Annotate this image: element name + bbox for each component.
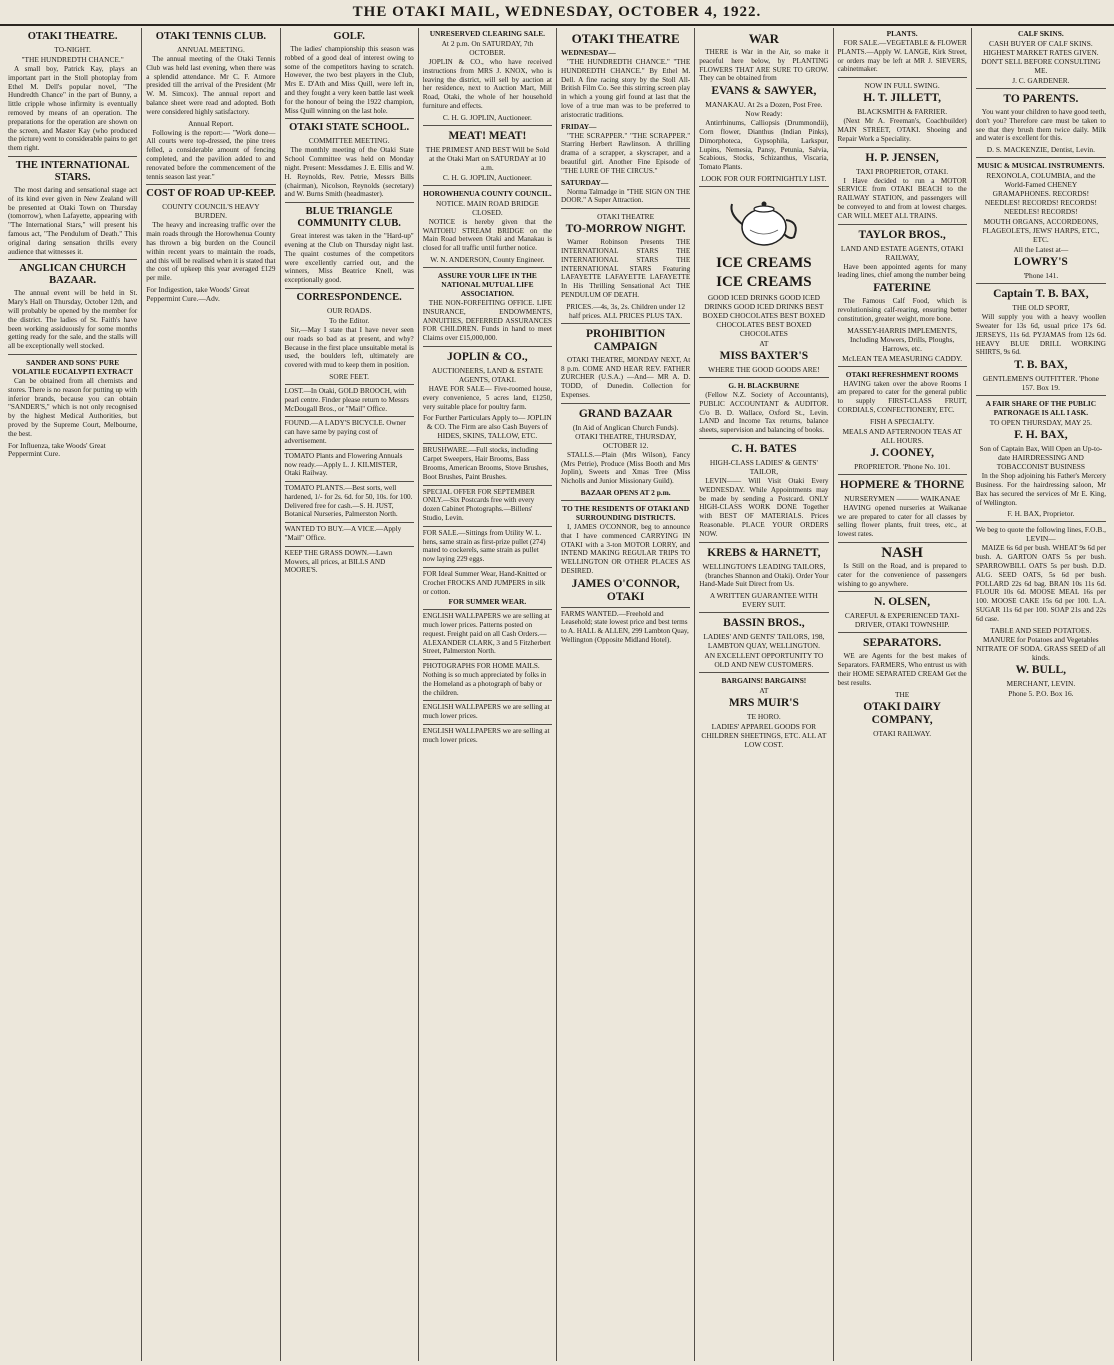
ad-at: AT (759, 338, 769, 348)
headline-music: MUSIC & MUSICAL INSTRUMENTS. (977, 161, 1105, 171)
headline-blue-triangle: BLUE TRIANGLE COMMUNITY CLUB. (297, 206, 401, 230)
subhead-county-burden: COUNTY COUNCIL'S HEAVY BURDEN. (162, 202, 260, 221)
classified-wallpaper: ENGLISH WALLPAPERS we are selling at much lower prices. Patterns posted on request. Freight paid on all Cash Orders.—ALEXANDER CLARK, 3 and 5 Fitzherbert Street, Palmerston North. (423, 609, 552, 656)
classified-found: FOUND.—A LADY'S BICYCLE. Owner can have same by paying cost of advertisement. (285, 416, 414, 445)
headline-evans-sawyer: EVANS & SAWYER, (711, 85, 817, 98)
ad-clearing-sale: JOPLIN & CO., who have received instructions from MRS J. KNOX, who is leaving the district, will sell by auction at her residence, next to Auction Mart, Mill Road, Otaki, the whole of her household furniture and effects. (422, 58, 552, 110)
headline-state-school: OTAKI STATE SCHOOL. (289, 122, 410, 134)
subhead-tonight: TO-NIGHT. (54, 45, 91, 54)
headline-refreshment-rooms: OTAKI REFRESHMENT ROOMS (845, 369, 959, 379)
classified-farms-wanted: FARMS WANTED.—Freehold and Leasehold; state lowest price and best terms to A. HALL & ALLEN, 299 Lambton Quay, Wellington (Opposite Midland Hotel). (561, 607, 690, 645)
headline-lowrys: LOWRY'S (1013, 256, 1068, 269)
subhead-te-horo: TE HORO. (747, 712, 781, 722)
headline-ice-creams: ICE CREAMS (716, 254, 812, 271)
article-correspondence: Sir,—May I state that I have never seen our roads so bad as at present, and why? Because in the first place unsuitable metal is used, the boulders left, ultimately are covered with mud to keep them in position. (284, 325, 414, 370)
headline-national-mutual: ASSURE YOUR LIFE IN THE NATIONAL MUTUAL LIFE ASSOCIATION. (437, 270, 537, 298)
divider (285, 288, 414, 289)
ad-guarantee: A WRITTEN GUARANTEE WITH EVERY SUIT. (709, 591, 818, 610)
teapot-illustration (724, 192, 804, 252)
ad-friday: "THE SCRAPPER." "THE SCRAPPER." Starring Herbert Rawlinson. A thrilling drama of a scrapper, a skyscraper, and a beautiful girl. Another Fine Episode of "THE LURE OF THE CIRCUS." (561, 131, 691, 175)
headline-otaki-dairy: OTAKI DAIRY COMPANY, (863, 700, 941, 726)
ad-blackburne: (Fellow N.Z. Society of Accountants), PUBLIC ACCOUNTANT & AUDITOR. C/o B. D. Wallace, Oxford St., Levin. LAND and Income Tax returns, balance sheets, supervision and balancing of books. (699, 390, 829, 435)
subhead-wednesday: WEDNESDAY— (561, 48, 616, 57)
article-report: Following is the report:— "Work done—All courts were top-dressed, the pine trees felled, a considerable amount of fencing completed, and the pavilion added to and renovated before the commencement of the tennis season last year." (146, 128, 276, 181)
ad-music: REXONOLA, COLUMBIA, and the World-Famed CHENEY GRAMAPHONES. RECORDS! NEEDLES! RECORDS! RECORDS! NEEDLES! RECORDS! (984, 171, 1097, 217)
subhead-cooney: PROPRIETOR. 'Phone No. 101. (854, 461, 951, 471)
ad-war: THERE is War in the Air, so make it peaceful here below, by PLANTING FLOWERS THAT ARE SURE TO GROW. They can be obtained from (699, 48, 829, 83)
headline-krebs-harnett: KREBS & HARNETT, (707, 546, 821, 559)
ad-bates: LEVIN—— Will Visit Otaki Every WEDNESDAY. While Appointments may be made by sending a Postcard. ONLY HIGH-CLASS WORK DONE Together with BEST OF MATERIALS. Prices Reasonable. PLACE YOUR ORDERS NOW. (699, 476, 829, 538)
ad-hopmere: HAVING opened nurseries at Waikanae we are prepared to cater for all classes by selling flower plants, fruit trees, etc., at lowest rates. (837, 503, 967, 539)
headline-otaki-theatre: OTAKI THEATRE. (27, 31, 118, 42)
headline-county-council: HOROWHENUA COUNTY COUNCIL. (423, 188, 552, 198)
subhead-bridge-closed: NOTICE. MAIN ROAD BRIDGE CLOSED. (436, 198, 539, 217)
headline-jensen: H. P. JENSEN, (865, 151, 939, 164)
ad-mclean-caddy: McLEAN TEA MEASURING CADDY. (842, 353, 963, 363)
headline-taylor-bros: TAYLOR BROS., (858, 228, 946, 241)
footer-peppermint: For Influenza, take Woods' Great Peppermint Cure. (8, 440, 106, 459)
headline-fh-bax: F. H. BAX, (1014, 429, 1068, 442)
column-3 (281, 28, 419, 1361)
headline-to-parents: TO PARENTS. (1003, 93, 1079, 105)
ad-saturday: Norma Talmadge in "THE SIGN ON THE DOOR." A Super Attraction. (561, 187, 691, 205)
headline-nash: NASH (881, 544, 923, 561)
headline-separators: SEPARATORS. (862, 637, 942, 650)
subhead-joplin-agents: AUCTIONEERS, LAND & ESTATE AGENTS, OTAKI. (431, 365, 543, 384)
subhead-quote-lines: We beg to quote the following lines, F.O.B., LEVIN— (975, 525, 1106, 544)
headline-eucalypti-extract: SANDER AND SONS' PURE VOLATILE EUCALYPTI EXTRACT (12, 357, 134, 376)
ad-calf-skins: CASH BUYER OF CALF SKINS. HIGHEST MARKET RATES GIVEN. DON'T SELL BEFORE CONSULTING ME. (981, 39, 1101, 75)
ad-dairy-footer: OTAKI RAILWAY. (873, 728, 932, 738)
headline-road-upkeep: COST OF ROAD UP-KEEP. (146, 188, 276, 200)
classified-wallpaper-3: ENGLISH WALLPAPERS we are selling at much lower prices. (423, 724, 552, 745)
classified-brushware: BRUSHWARE.—Full stocks, including Carpet Sweepers, Hair Brooms, Bass Brooms, American Brooms, Stove Brushes, Boot Brushes, Paint Brushes. (423, 443, 552, 481)
headline-w-bull: W. BULL, (1015, 663, 1067, 676)
column-2 (142, 28, 280, 1361)
classified-lost: LOST.—In Otaki, GOLD BROOCH, with pearl centre. Finder please return to Messrs McDougall Bros., or "Mail" Office. (285, 384, 414, 413)
ad-meals: MEALS AND AFTERNOON TEAS AT ALL HOURS. (842, 426, 962, 445)
column-7 (834, 28, 972, 1361)
subhead-annual-report: Annual Report. (188, 118, 234, 128)
divider (285, 202, 414, 203)
article-theatre: A small boy, Patrick Kay, plays an important part in the Stoll photoplay from Ethel M. Dell's popular novel, "The Hundredth Chance" in the part of Bunny, a little cripple whose infirmity is eventually removed by means of an operation. The preparations for the operation are shown on the screen, and Master Kay (who produced the picture) went to considerable pains to get them right. (8, 65, 138, 153)
ad-tomorrow-prices: PRICES.—4s, 3s, 2s. Children under 12 half prices. ALL PRICES PLUS TAX. (566, 301, 686, 320)
subhead-our-roads: OUR ROADS. (326, 305, 372, 315)
headline-correspondence: CORRESPONDENCE. (296, 291, 402, 303)
ad-krebs: (branches Shannon and Otaki). Order Your Hand-Made Suit Direct from Us. (699, 571, 829, 589)
classified-jumpers: FOR Ideal Summer Wear, Hand-Knitted or Crochet FROCKS AND JUMPERS in silk or cotton. (423, 567, 552, 596)
ad-evans-footer: LOOK FOR OUR FORTNIGHTLY LIST. (701, 173, 827, 183)
subhead-hundredth-chance: "THE HUNDREDTH CHANCE." (21, 55, 124, 64)
divider (8, 259, 137, 260)
classified-wallpaper-2: ENGLISH WALLPAPERS we are selling at much lower prices. (423, 700, 552, 721)
ad-bazaar: STALLS.—Plain (Mrs Wilson), Fancy (Mrs Petrie), Produce (Miss Booth and Mrs Joplin), Sweets and Xmas Tree (Miss Nicholls and Junior Missionary Guild). (561, 450, 691, 486)
subhead-old-sport: THE OLD SPORT, (1012, 303, 1070, 313)
signature-fh-bax: F. H. BAX, Proprietor. (1007, 509, 1075, 519)
subhead-otaki-theatre-2: OTAKI THEATRE (597, 212, 655, 222)
columns (4, 28, 1110, 1361)
subhead-baxters: WHERE THE GOOD GOODS ARE! (708, 364, 820, 374)
signature-anderson: W. N. ANDERSON, County Engineer. (430, 254, 545, 264)
ad-prohibition: OTAKI THEATRE, MONDAY NEXT, At 8 p.m. COME AND HEAR REV. FATHER ZURCHER (U.S.A.) —And— MR A. D. TODD, of Dunedin. Collection for Expenses. (561, 355, 691, 399)
headline-blackburne: G. H. BLACKBURNE (728, 380, 800, 390)
subhead-lowry: All the Latest at— (1013, 245, 1069, 255)
classified-photographs: PHOTOGRAPHS FOR HOME MAILS. Nothing is so much appreciated by folks in the Homeland as a photograph of baby or the children. (423, 659, 552, 697)
ad-meat: THE PRIMEST AND BEST Will be Sold at the Otaki Mart on SATURDAY at 10 a.m. (425, 144, 550, 172)
subhead-jensen: TAXI PROPRIETOR, OTAKI. (856, 166, 949, 176)
subhead-the: THE (894, 689, 910, 699)
subhead-olsen: CAREFUL & EXPERIENCED TAXI-DRIVER, OTAKI TOWNSHIP. (844, 611, 960, 630)
ad-parents: You want your children to have good teeth, don't you? Therefore care must be taken to see that they brush them twice daily. Milk and water is excellent for this. (975, 108, 1106, 143)
divider (8, 354, 137, 355)
article-eucalypti: Can be obtained from all chemists and stores. There is no reason for putting up with inferior brands, because you can obtain "SANDER'S," which is not only recognised by the highest Medical Authorities, but proved by the Supreme Court, Melbourne, the best. (8, 376, 138, 438)
ad-fh-bax: In the Shop adjoining his Father's Mercery Business. For the hairdressing saloon, Mr Bax has secured the services of Mr E. King, of Wellington. (975, 472, 1106, 507)
headline-fair-share: A FAIR SHARE OF THE PUBLIC PATRONAGE IS ALL I ASK. (985, 399, 1097, 418)
ad-refreshment: HAVING taken over the above Rooms I am prepared to cater for the general public to supply FIRST-CLASS FRUIT, CORDIALS, CONFECTIONERY, ETC. (837, 379, 967, 414)
signature-mackenzie: D. S. MACKENZIE, Dentist, Levin. (986, 145, 1095, 155)
headline-hopmere-thorne: HOPMERE & THORNE (839, 478, 965, 491)
headline-tb-bax: T. B. BAX, (1014, 359, 1068, 372)
subhead-bazaar: (In Aid of Anglican Church Funds). OTAKI THEATRE, THURSDAY, OCTOBER 12. (572, 422, 679, 450)
ad-jillett: (Next Mr A. Freeman's, Coachbuilder) MAIN STREET, OTAKI. Shoeing and Repair Work a Speciality. (837, 117, 967, 143)
signature-joplin-meat: C. H. G. JOPLIN, Auctioneer. (442, 172, 532, 182)
headline-captain-bax: Captain T. B. BAX, (993, 288, 1089, 301)
subhead-annual-meeting: ANNUAL MEETING. (176, 45, 245, 54)
ad-faterine: The Famous Calf Food, which is revolutionising calf-rearing, ensuring better constitution, greater weight, more bone. (837, 297, 967, 323)
ad-bull-footer: Phone 5. P.O. Box 16. (1008, 688, 1074, 698)
headline-golf: GOLF. (333, 31, 365, 42)
article-road: The heavy and increasing traffic over the main roads through the Horowhenua County has thrown a big burden on the Council within recent years to maintain the roads, and this will be realised when it is stated that the cost of upkeep this year averaged £129 per mile. (146, 221, 276, 283)
column-5 (557, 28, 695, 1361)
ad-price-more: TABLE AND SEED POTATOES. MANURE for Potatoes and Vegetables NITRATE OF SODA. GRASS SEED of all kinds. (976, 625, 1106, 662)
subhead-hopmere: NURSERYMEN ——— WAIKANAE (844, 493, 961, 503)
ad-muir-at: AT (759, 686, 769, 696)
classified-tomato-plants: TOMATO Plants and Flowering Annuals now ready.—Apply L. J. KILMISTER, Otaki Railway. (285, 449, 414, 478)
classified-lawn-mowers: KEEP THE GRASS DOWN.—Lawn Mowers, all prices, at BILLS AND MOORE'S. (285, 546, 414, 575)
ad-full-swing: NOW IN FULL SWING. (864, 81, 940, 91)
divider (146, 184, 275, 185)
subhead-tb-bax: GENTLEMEN'S OUTFITTER. 'Phone 157. Box 19. (982, 374, 1099, 393)
article-stars: The most daring and sensational stage act of its kind ever given in New Zealand will be presented at Otaki Town on Thursday (tomorrow), when Lafayette, appearing with "The International Stars," will present his famous act, "The Pendulum of Death." This original daring sensation thrills every audience that witnesses it. (8, 185, 138, 256)
headline-clearing-sale: UNRESERVED CLEARING SALE. (429, 29, 546, 38)
subhead-fh-bax: Son of Captain Bax, Will Open an Up-to-date HAIRDRESSING AND TOBACCONIST BUSINESS (979, 444, 1103, 472)
ad-national-mutual: THE NON-FORFEITING OFFICE. LIFE INSURANCE, ENDOWMENTS, ANNUITIES, DEFERRED ASSURANCES FOR CHILDREN. Funds in hand to meet Claims over £15,000,000. (422, 298, 552, 343)
headline-bargains: BARGAINS! BARGAINS! (721, 676, 807, 686)
ad-massey-harris: MASSEY-HARRIS IMPLEMENTS, Including Mowers, Drills, Ploughs, Harrows, etc. (847, 325, 957, 353)
ad-tomorrow-night: Warner Robinson Presents THE INTERNATIONAL STARS THE INTERNATIONAL STARS THE INTERNATIONAL STARS Featuring LAFAYETTE LAFAYETTE LAFAYETTE In His Thrilling Sensational Act THE PENDULUM OF DEATH. (561, 238, 691, 299)
headline-meat: MEAT! MEAT! (448, 129, 527, 142)
headline-bassin-bros: BASSIN BROS., (723, 617, 805, 630)
ad-bax: Will supply you with a heavy woollen Sweater for 13s 6d, usual price 17s 6d. JERSEYS, 11s 6d. PYJAMAS from 12s 6d. HEAVY BLUE DRILL WORKING SHIRTS, 9s 6d. (975, 313, 1106, 357)
headline-joplin-co: JOPLIN & CO., (447, 350, 528, 363)
subhead-jillett: BLACKSMITH & FARRIER. (857, 107, 948, 117)
classified-tomato-plants-2: TOMATO PLANTS.—Best sorts, well hardened, 1/- for 2s. 6d. for 50, 10s. for 100. Delivered free for cash.—S. H. JUST, Botanical Nurseries, Palmerston North. (285, 481, 414, 519)
column-6 (695, 28, 833, 1361)
ad-to-open: TO OPEN THURSDAY, MAY 25. (989, 418, 1092, 428)
signature-gardener: J. C. GARDENER. (1012, 76, 1070, 85)
headline-otaki-theatre-ad: OTAKI THEATRE (571, 31, 680, 46)
headline-miss-baxters: MISS BAXTER'S (719, 349, 809, 362)
ad-price-list: MAIZE 6s 6d per bush. WHEAT 9s 6d per bush. A. GARTON OATS 5s per bush. SPARROWBILL OATS 5s per bush. D.D. ALG. SEED OATS, 5s 6d per bush. POLLARD 22s 6d bag. BRAN 10s 11s 6d. FLOUR 10s 6d. MOOSE MEAL 16s per 100. MOOSE CAKE 15s 6d per 100. L.A. SUGAR 11s 6d per 100. SOAP 21s and 22s 6d case. (975, 544, 1106, 623)
classified-for-sale: FOR SALE.—Sittings from Utility W. L. hens, same strain as first-prize pullet (274) mated to cockerels, same strain as pullet now laying 229 eggs. (423, 526, 552, 564)
subhead-clearing-date: At 2 p.m. On SATURDAY, 7th OCTOBER. (441, 39, 534, 57)
subhead-committee-meeting: COMMITTEE MEETING. (308, 136, 390, 146)
article-tennis: The annual meeting of the Otaki Tennis Club was held last evening, when there was a splendid attendance. Mr C. F. Atmore presided till the arrival of the President (Mr W. M. Simcox). The annual report and balance sheet were read and adopted. Both were considered highly satisfactory. (146, 55, 276, 116)
headline-international-stars: THE INTERNATIONAL STARS. (15, 159, 130, 183)
headline-war: WAR (748, 31, 780, 46)
ad-evans-list: Antirrhinums, Calliopsis (Drummondii), Corn flower, Dianthus (Indian Pinks), Dimorphoteca, Gypsophila, Larkspur, Lupins, Nemesia, Pansy, Petunia, Salvia, Scabious, Stocks, Schizanthus, Viscaria, Tomato Plants. (699, 119, 829, 172)
divider (8, 156, 137, 157)
subhead-krebs: WELLINGTON'S LEADING TAILORS, (702, 561, 826, 571)
headline-bates: C. H. BATES (731, 442, 797, 455)
column-8 (972, 28, 1110, 1361)
ad-nash: Is Still on the Road, and is prepared to cater for the convenience of passengers wishing to go anywhere. (837, 561, 967, 588)
masthead: THE OTAKI MAIL, WEDNESDAY, OCTOBER 4, 1922. (0, 0, 1114, 26)
subhead-friday: FRIDAY— (561, 121, 597, 131)
footer-indigestion: For Indigestion, take Woods' Great Peppermint Cure.—Adv. (146, 284, 250, 303)
ad-iced-drinks: GOOD ICED DRINKS GOOD ICED DRINKS GOOD ICED DRINKS BEST BOXED CHOCOLATES BEST BOXED CHOCOLATES BEST BOXED CHOCOLATES (702, 292, 826, 338)
headline-tennis-club: OTAKI TENNIS CLUB. (155, 31, 266, 42)
ad-bazaar-opens: BAZAAR OPENS AT 2 p.m. (580, 487, 671, 497)
ad-taylor: Have been appointed agents for many leading lines, chief among the number being (837, 262, 967, 280)
article-golf: The ladies' championship this season was robbed of a good deal of interest owing to some of the competitors having to scratch. However, the two best players in the Club, Mrs E. D'Ath and Miss Quill, were left in, and they fought a very keen battle last week for the honour of being the 1922 champion, Miss Quill winning on the last hole. (284, 45, 414, 115)
subhead-saturday: SATURDAY— (561, 177, 609, 187)
classified-wanted: WANTED TO BUY.—A VICE.—Apply "Mail" Office. (285, 522, 414, 543)
subhead-bassin: LADIES' AND GENTS' TAILORS, 198, LAMBTON QUAY, WELLINGTON. (703, 632, 825, 651)
subhead-to-editor: To the Editor. (328, 315, 370, 325)
ad-lowry-phone: 'Phone 141. (1023, 271, 1059, 281)
headline-tomorrow-night: TO-MORROW NIGHT. (565, 223, 686, 236)
ad-music-more: MOUTH ORGANS, ACCORDEONS, FLAGEOLETS, JEWS' HARPS, ETC., ETC. (982, 217, 1100, 245)
ad-muir-goods: LADIES' APPAREL GOODS FOR CHILDREN SHEETINGS, ETC. ALL AT LOW COST. (701, 722, 827, 750)
headline-oconnor: TO THE RESIDENTS OF OTAKI AND SURROUNDING DISTRICTS. (562, 503, 690, 522)
headline-ice-creams-2: ICE CREAMS (716, 273, 812, 290)
signature-sore-feet: SORE FEET. (329, 371, 369, 381)
article-bazaar: The annual event will be held in St. Mary's Hall on Thursday, October 12th, and will probably be opened by the member for the district. The ladies of St. Faith's have been working assiduously for some months getting ready for the sale, and the stalls will all be exceptionally well stocked. (8, 289, 138, 351)
classified-summer-wear: FOR SUMMER WEAR. (448, 597, 527, 607)
headline-calf-skins: CALF SKINS. (1018, 29, 1064, 38)
headline-jillett: H. T. JILLETT, (863, 92, 941, 105)
headline-cooney: J. COONEY, (870, 446, 935, 459)
subhead-taylor: LAND AND ESTATE AGENTS, OTAKI RAILWAY, (840, 243, 964, 262)
headline-church-bazaar: ANGLICAN CHURCH BAZAAR. (19, 263, 126, 287)
article-school: The monthly meeting of the Otaki State School Committee was held on Monday night. Present: Messdames J. E. Ellis and W. H. Reynolds, Rev. Petrie, Messrs Bills (chairman), Nicolson, Reynolds (secretary) and W. Burns Smith (headmaster). (284, 146, 414, 199)
signature-joplin: C. H. G. JOPLIN, Auctioneer. (442, 112, 532, 122)
headline-grand-bazaar: GRAND BAZAAR (578, 407, 673, 420)
ad-bassin: AN EXCELLENT OPPORTUNITY TO OLD AND NEW CUSTOMERS. (704, 651, 824, 670)
subhead-bates: HIGH-CLASS LADIES' & GENTS' TAILOR, (709, 457, 818, 476)
headline-faterine: FATERINE (873, 282, 931, 295)
headline-olsen: N. OLSEN, (874, 596, 931, 609)
headline-prohibition: PROHIBITION CAMPAIGN (586, 327, 666, 353)
subhead-merchant: MERCHANT, LEVIN. (1006, 678, 1076, 688)
signature-oconnor: JAMES O'CONNOR, OTAKI (571, 577, 680, 603)
classified-special-offer: SPECIAL OFFER FOR SEPTEMBER ONLY.—Six Postcards free with every dozen Cabinet Photographs.—Billens' Studio, Levin. (423, 485, 552, 523)
article-blue-triangle: Great interest was taken in the "Hard-up" evening at the Club on Thursday night last. The quaint costumes of the competitors were excellently carried out, and the winners, Miss Beatrice Knell, was exceptionally good. (284, 232, 414, 285)
ad-plants: FOR SALE.—VEGETABLE & FLOWER PLANTS.—Apply W. LANGE, Kirk Street, or orders may be left at MR J. SIEVERS, cabinetmaker. (837, 39, 967, 74)
column-4 (419, 28, 557, 1361)
ad-oconnor: I, JAMES O'CONNOR, beg to announce that I have commenced CARRYING IN OTAKI with a 3-ton MOTOR LORRY, and INTEND MAKING REGULAR TRIPS TO WELLINGTON OR OTHER PLACES AS DESIRED. (561, 522, 691, 575)
headline-mrs-muirs: MRS MUIR'S (728, 697, 799, 710)
ad-joplin-footer: For Further Particulars Apply to— JOPLIN & CO. The Firm are also Cash Buyers of HIDES, SKINS, TALLOW, ETC. (423, 413, 552, 441)
subhead-evans: MANAKAU. At 2s a Dozen, Post Free. Now Ready: (705, 100, 823, 119)
divider (285, 118, 414, 119)
ad-fish: FISH A SPECIALTY. (869, 416, 935, 426)
notice-bridge: NOTICE is hereby given that the WAITOHU STREAM BRIDGE on the Main Road between Otaki and Manakau is closed for all traffic until further notice. (422, 217, 552, 253)
ad-jensen: I Have decided to run a MOTOR SERVICE from OTAKI BEACH to the RAILWAY STATION, and passengers will be conveyed to and from at lowest charges. CAR WILL MEET ALL TRAINS. (837, 176, 967, 220)
ad-separators: WE are Agents for the best makes of Separators. FARMERS, Who entrust us with their HOME SEPARATED CREAM Get the best results. (837, 652, 967, 687)
ad-wednesday: "THE HUNDREDTH CHANCE." "THE HUNDREDTH CHANCE." By Ethel M. Dell. A fine racing story by the Stoll All-British Film Co. See this stirring screen play in which a young girl found at last that the love of a true man was to be preferred to aristocratic traditions. (561, 58, 691, 119)
headline-plants: PLANTS. (886, 29, 918, 38)
column-1 (4, 28, 142, 1361)
ad-joplin-sale: HAVE FOR SALE— Five-roomed house, every convenience, 5 acres land, £1250, very suitable place for poultry farm. (422, 384, 552, 411)
